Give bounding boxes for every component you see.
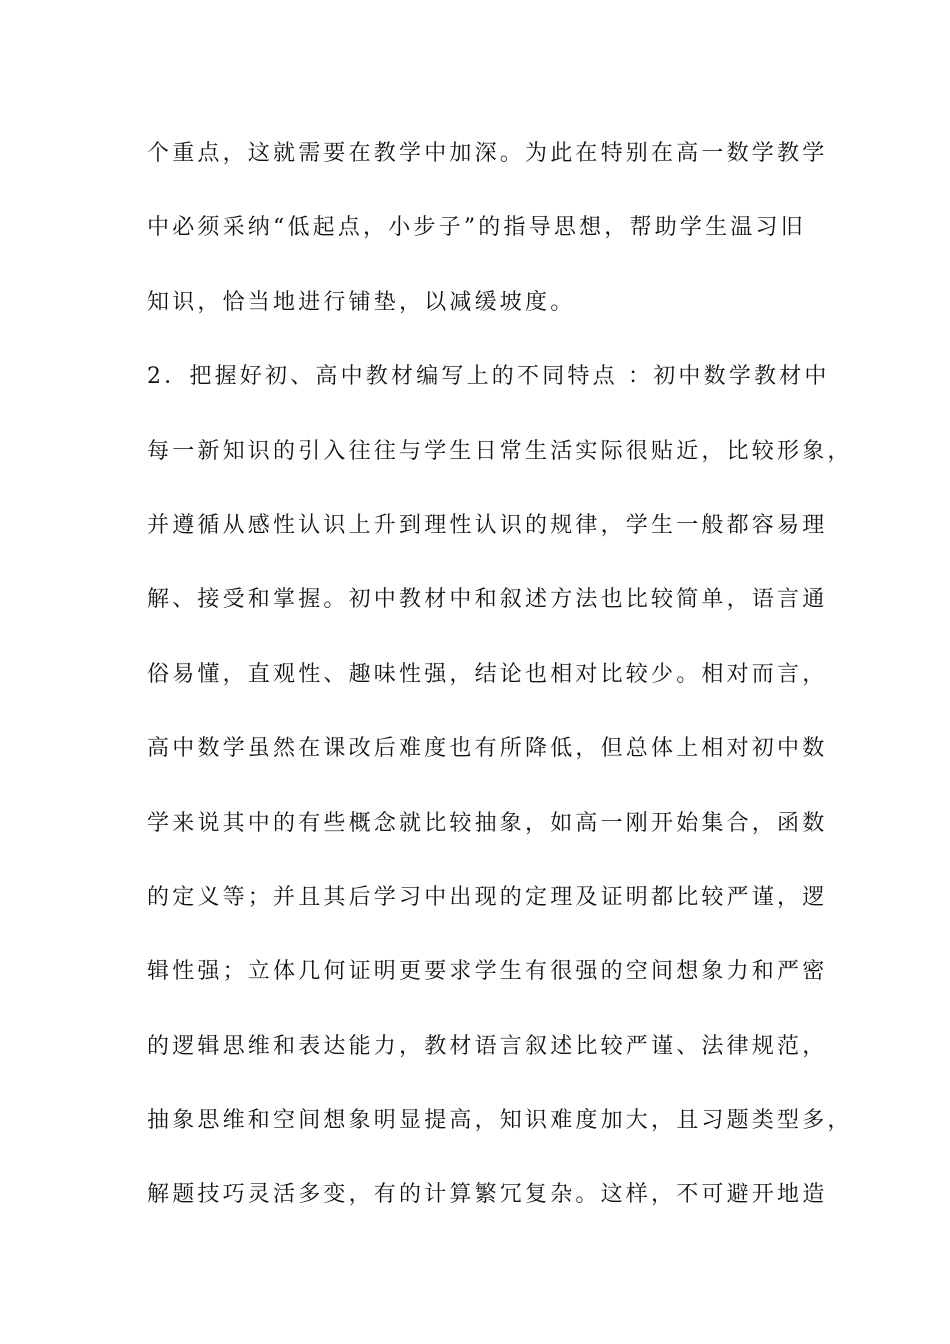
text-line: 2．把握好初、高中教材编写上的不同特点 ：初中数学教材中 <box>147 364 830 390</box>
text-line: 知识，恰当地进行铺垫，以减缓坡度。 <box>147 289 576 315</box>
text-line: 高中数学虽然在课改后难度也有所降低，但总体上相对初中数 <box>147 736 828 762</box>
text-line: 学来说其中的有些概念就比较抽象，如高一刚开始集合，函数 <box>147 810 828 836</box>
text-line: 的逻辑思维和表达能力，教材语言叙述比较严谨、法律规范， <box>147 1033 828 1059</box>
text-line: 解、接受和掌握。初中教材中和叙述方法也比较简单，语言通 <box>147 587 828 613</box>
text-line: 每一新知识的引入往往与学生日常生活实际很贴近，比较形象， <box>147 438 853 464</box>
text-line: 俗易懂，直观性、趣味性强，结论也相对比较少。相对而言， <box>147 661 828 687</box>
text-line: 辑性强；立体几何证明更要求学生有很强的空间想象力和严密 <box>147 959 828 985</box>
text-line: 抽象思维和空间想象明显提高，知识难度加大，且习题类型多， <box>147 1108 853 1134</box>
text-line: 的定义等；并且其后学习中出现的定理及证明都比较严谨，逻 <box>147 884 828 910</box>
text-line: 个重点，这就需要在教学中加深。为此在特别在高一数学教学 <box>147 141 828 166</box>
text-line: 解题技巧灵活多变，有的计算繁冗复杂。这样，不可避开地造 <box>147 1182 828 1208</box>
text-line: 并遵循从感性认识上升到理性认识的规律，学生一般都容易理 <box>147 512 828 538</box>
text-line: 中必须采纳“低起点，小步子”的指导思想，帮助学生温习旧 <box>147 215 806 241</box>
body-text <box>147 132 853 1248</box>
